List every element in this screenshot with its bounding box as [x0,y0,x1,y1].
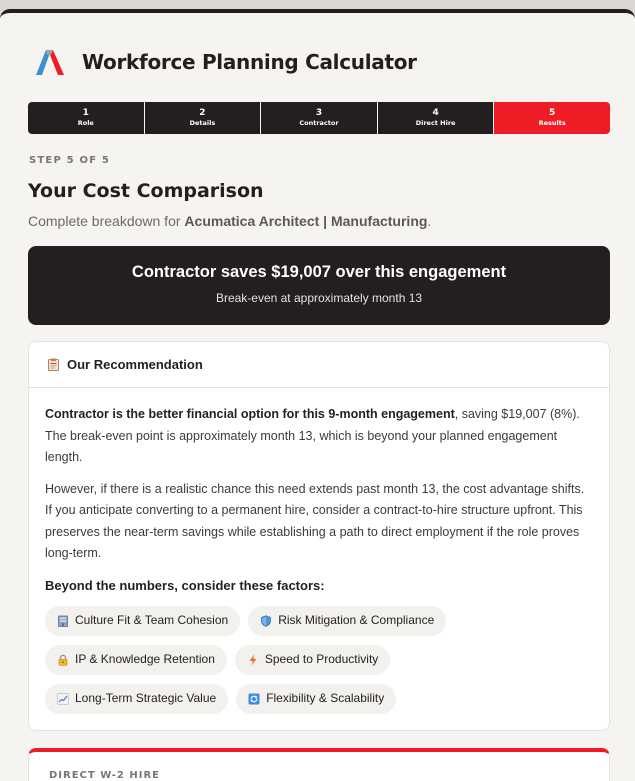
step-indicator: STEP 5 OF 5 [29,155,111,166]
shield-icon [260,615,272,627]
factor-chip-strategic-value [45,684,228,714]
chart-increasing-icon [57,693,69,705]
savings-headline: Contractor saves $19,007 over this engagement [131,263,507,281]
break-even-text: Break-even at approximately month 13 [215,291,423,305]
step-results[interactable] [494,102,610,134]
subtitle-role: Acumatica Architect | Manufacturing [184,213,428,229]
step-label: Results [538,119,566,127]
app-title: Workforce Planning Calculator [82,50,417,74]
step-number: 5 [549,108,556,118]
factor-chip-ip-retention [45,645,227,675]
office-building-icon [57,615,69,627]
refresh-icon [248,693,260,705]
step-role[interactable] [28,102,145,134]
factor-chip-speed [235,645,390,675]
direct-hire-label: DIRECT W-2 HIRE [49,770,160,781]
brand-logo-icon [34,48,66,76]
step-number: 2 [199,108,206,118]
recommendation-paragraph-1 [45,404,593,469]
factors-heading: Beyond the numbers, consider these factors: [45,577,325,593]
factor-chip-risk-mitigation [248,606,446,636]
step-number: 3 [315,108,323,118]
factor-label: IP & Knowledge Retention [75,652,215,667]
app-header [34,48,417,76]
subtitle-prefix: Complete breakdown for [28,213,185,229]
factor-chip-flexibility [236,684,396,714]
clipboard-icon [48,358,59,371]
step-direct-hire[interactable] [378,102,495,134]
recommendation-body [29,388,609,714]
recommendation-title: Our Recommendation [67,357,203,372]
step-details[interactable] [145,102,262,134]
factor-chip-culture-fit [45,606,240,636]
direct-hire-card [28,748,610,781]
step-label: Contractor [299,119,339,127]
app-window [0,9,635,781]
recommendation-detail: , saving $19,007 (8%). The break-even point is approximately month 13, which is beyond your planned engagement length. [45,407,580,464]
step-number: 4 [432,108,439,118]
subtitle-suffix: . [427,213,432,229]
step-number: 1 [82,108,89,118]
lock-icon [57,654,69,666]
savings-banner [28,246,610,325]
recommendation-paragraph-2: However, if there is a realistic chance this need extends past month 13, the cost advantage shifts. If you anticipate converting to a permanent hire, consider a contract-to-hire structure upfront. This preserves the near-term savings while establishing a path to direct employment if the role proves long-term. [45,481,585,560]
step-label: Details [189,119,216,127]
factor-label: Risk Mitigation & Compliance [278,613,435,628]
factor-label: Culture Fit & Team Cohesion [75,613,229,628]
page-subtitle [28,213,431,229]
lightning-icon [247,654,259,666]
step-label: Role [77,119,94,127]
recommendation-lead: Contractor is the better financial option for this 9-month engagement [45,407,455,421]
page-title: Your Cost Comparison [28,180,264,202]
factor-label: Long-Term Strategic Value [75,691,217,706]
step-contractor[interactable] [261,102,378,134]
step-label: Direct Hire [415,119,456,127]
factor-label: Speed to Productivity [264,652,379,667]
factor-chips [45,606,505,714]
progress-stepper [28,102,610,134]
recommendation-card [28,341,610,731]
factor-label: Flexibility & Scalability [266,691,385,706]
recommendation-header [29,342,609,388]
